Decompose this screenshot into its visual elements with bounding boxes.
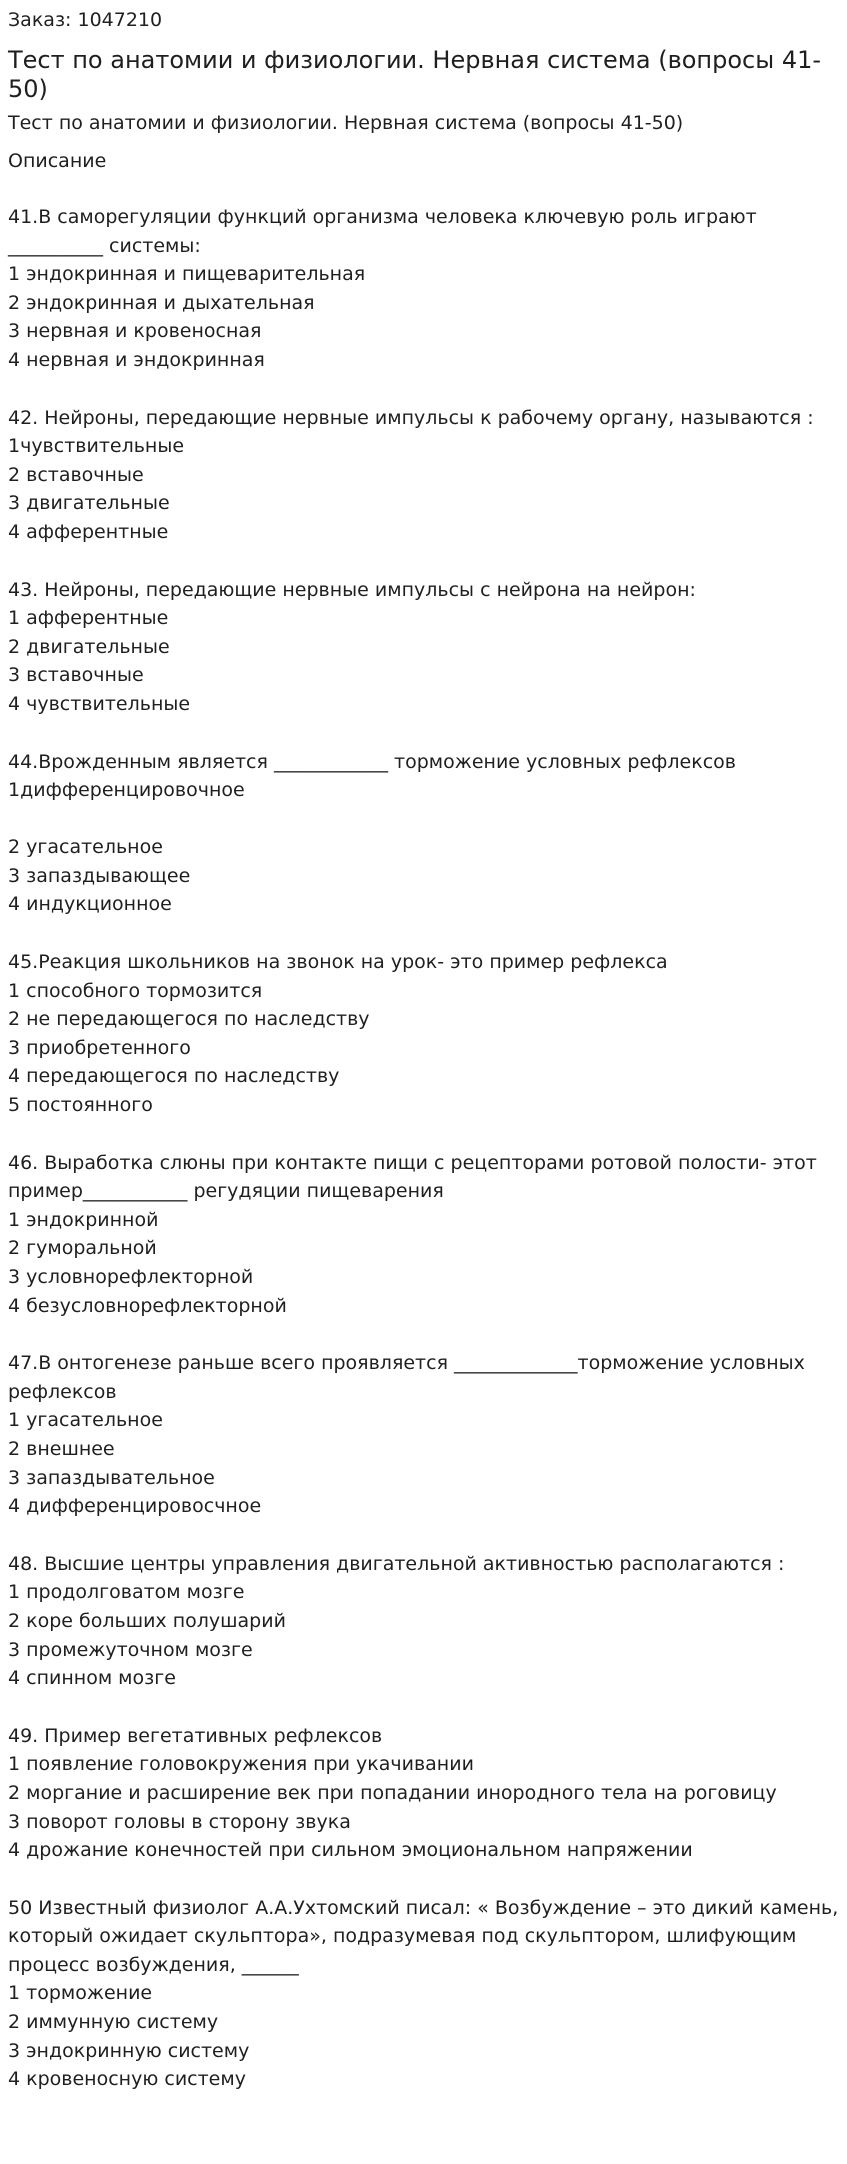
answer-option: 2 угасательное [8,836,163,859]
answer-option: 3 запаздывающее [8,864,191,887]
page-subtitle: Тест по анатомии и физиологии. Нервная система (вопросы 41-50) [8,112,684,134]
question-block [8,948,839,1120]
answer-option: 2 двигательные [8,635,170,658]
page-title: Тест по анатомии и физиологии. Нервная система (вопросы 41-50) [8,46,822,103]
answer-option: 3 приобретенного [8,1036,191,1059]
answer-option: 4 индукционное [8,893,172,916]
answer-option: 1 афферентные [8,607,169,630]
answer-option: 1 продолговатом мозге [8,1581,245,1604]
question-text: 41.В саморегуляции функций организма человека ключевую роль играют __________ системы: [8,206,757,257]
question-text: 45.Реакция школьников на звонок на урок- это пример рефлекса [8,951,668,974]
answer-option: 3 двигательные [8,492,170,515]
description-label: Описание [8,150,107,172]
question-block [8,576,839,719]
answer-option: 1 эндокринной [8,1208,159,1231]
question-text: 46. Выработка слюны при контакте пищи с рецепторами ротовой полости- этот пример___________ регудяции пищеварения [8,1151,817,1203]
answer-option: 2 не передающегося по наследству [8,1008,370,1031]
question-block [8,748,839,920]
question-block [8,404,839,547]
answer-option: 1чувствительные [8,435,185,458]
answer-option: 4 чувствительные [8,692,191,715]
answer-option: 3 запаздывательное [8,1466,215,1489]
order-number: Заказ: 1047210 [8,9,163,31]
question-text: 47.В онтогенезе раньше всего проявляется _____________торможение условных рефлексов [8,1352,805,1403]
answer-option: 4 дифференцировосчное [8,1495,262,1518]
question-text: 44.Врожденным является ____________ торможение условных рефлексов [8,750,736,773]
answer-option: 2 эндокринная и дыхательная [8,291,315,314]
answer-option: 4 нервная и эндокринная [8,348,265,371]
answer-option: 2 вставочные [8,463,144,486]
answer-option: 3 промежуточном мозге [8,1638,253,1661]
question-list [8,203,839,2094]
answer-option: 3 условнорефлекторной [8,1266,254,1288]
answer-option: 2 внешнее [8,1437,115,1460]
answer-option: 4 безусловнорефлекторной [8,1294,287,1317]
question-block [8,203,839,375]
question-text: 49. Пример вегетативных рефлексов [8,1724,383,1747]
question-block [8,1722,839,1865]
answer-option: 3 нервная и кровеносная [8,320,262,343]
question-block [8,1894,839,2094]
answer-option: 2 иммунную систему [8,2011,219,2034]
question-text: 43. Нейроны, передающие нервные импульсы с нейрона на нейрон: [8,578,696,601]
answer-option: 2 коре больших полушарий [8,1609,286,1632]
question-text: 48. Высшие центры управления двигательной активностью располагаются : [8,1552,785,1575]
question-text: 50 Известный физиолог А.А.Ухтомский писал: « Возбуждение – это дикий камень, который ожидает скульптора», подразумевая под скульптором, шлифующим процесс возбуждения, ______ [8,1896,839,1976]
answer-option: 3 эндокринную систему [8,2039,250,2062]
answer-option: 1 появление головокружения при укачивании [8,1753,474,1776]
answer-option: 4 кровеносную систему [8,2068,246,2091]
answer-option: 2 гуморальной [8,1237,157,1260]
answer-option: 1 торможение [8,1982,153,2005]
answer-option: 5 постоянного [8,1094,153,1117]
question-block [8,1550,839,1693]
answer-option: 1 эндокринная и пищеварительная [8,263,366,286]
answer-option: 4 передающегося по наследству [8,1065,340,1088]
answer-option: 1дифференцировочное [8,779,245,802]
blank-line [8,805,839,834]
question-text: 42. Нейроны, передающие нервные импульсы к рабочему органу, называются : [8,406,814,429]
answer-option: 1 угасательное [8,1409,163,1432]
answer-option: 4 спинном мозге [8,1667,176,1690]
question-block [8,1149,839,1321]
answer-option: 3 вставочные [8,664,144,687]
answer-option: 2 моргание и расширение век при попадании инородного тела на роговицу [8,1781,777,1804]
answer-option: 3 поворот головы в сторону звука [8,1810,351,1833]
answer-option: 4 дрожание конечностей при сильном эмоциональном напряжении [8,1839,693,1862]
answer-option: 4 афферентные [8,520,169,543]
answer-option: 1 способного тормозится [8,979,263,1002]
question-block [8,1349,839,1521]
